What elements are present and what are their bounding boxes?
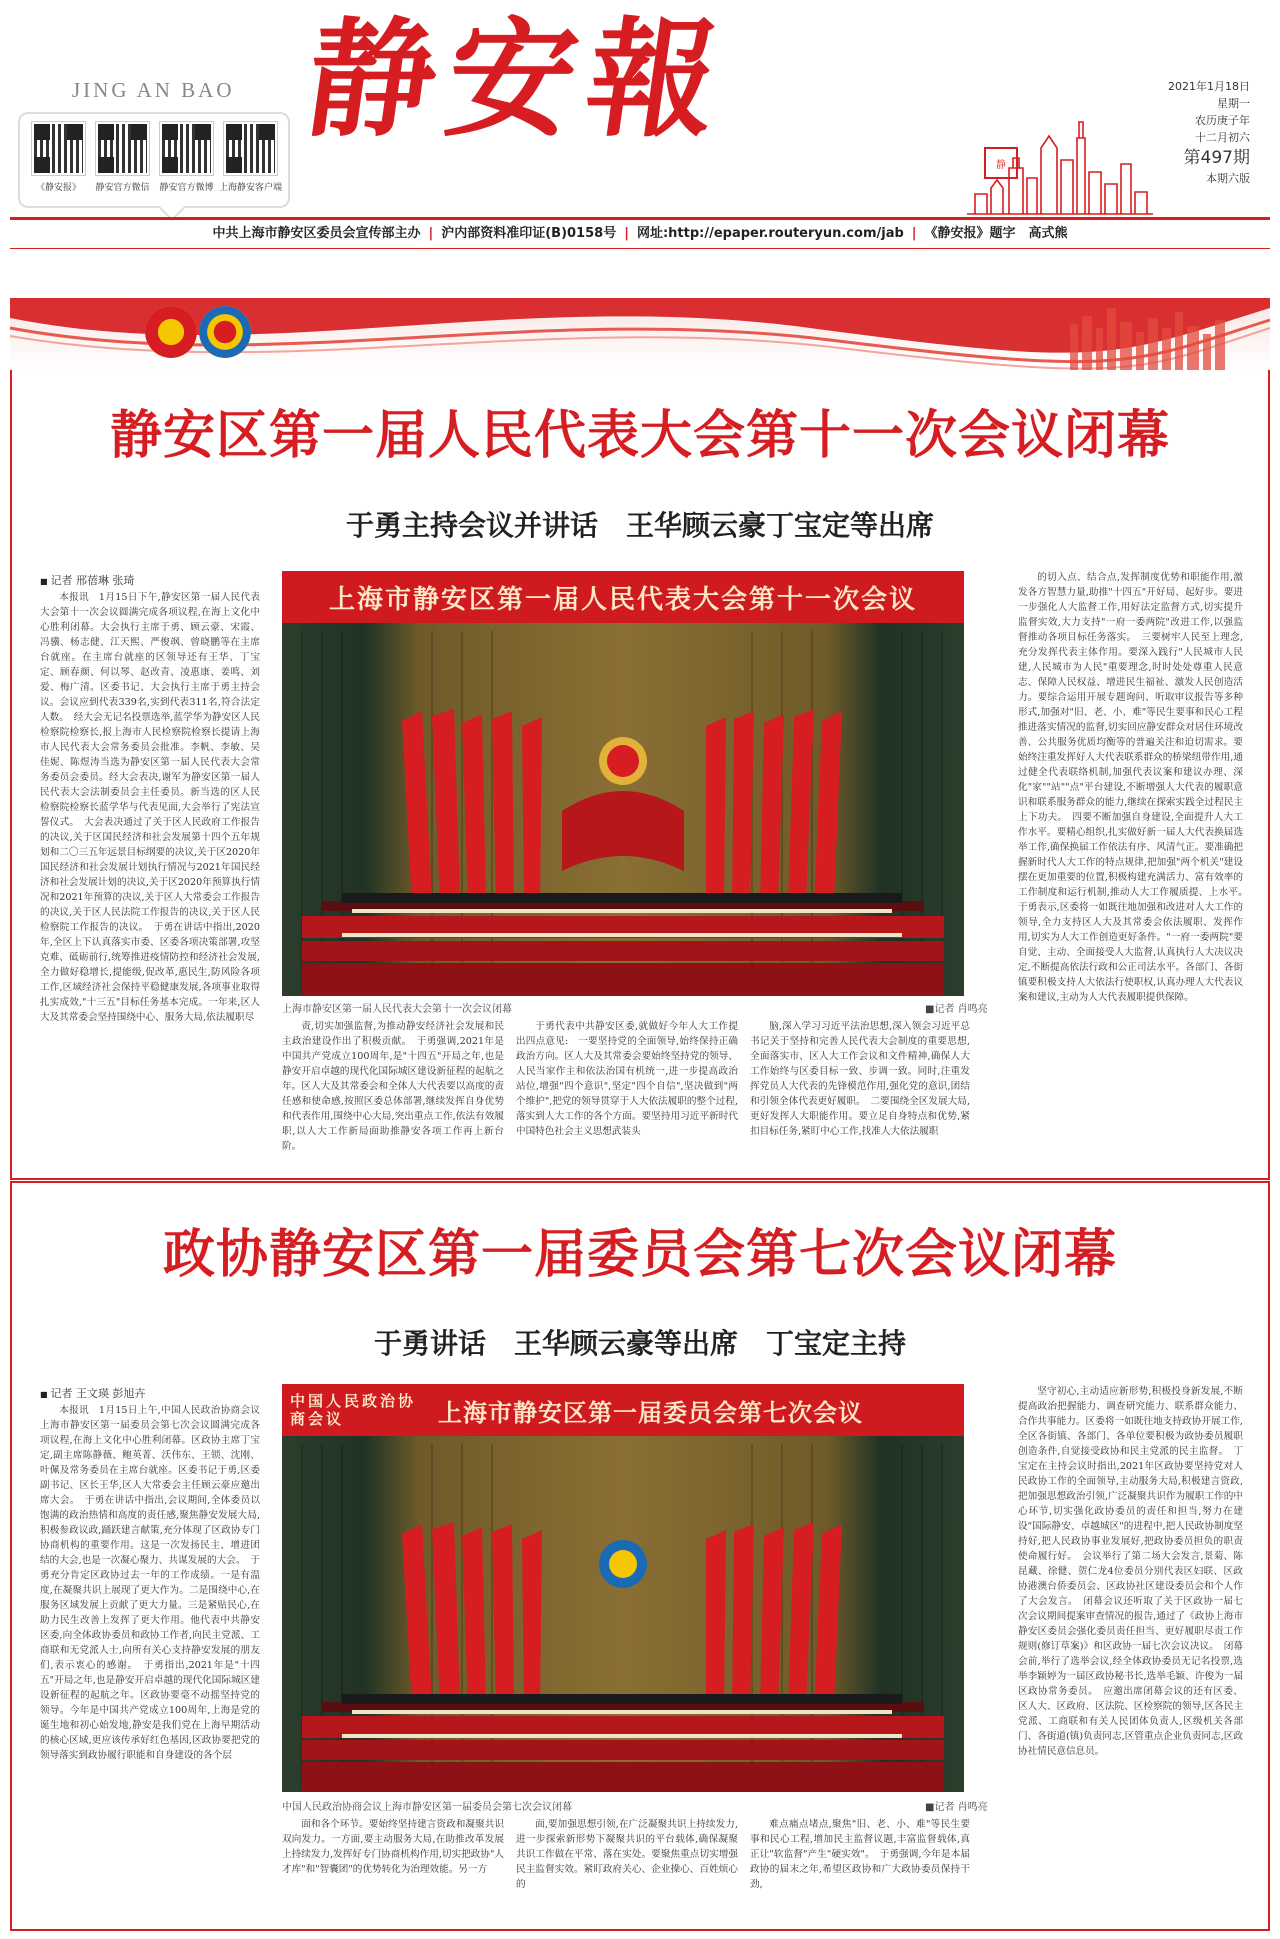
qr-code-icon: [224, 122, 277, 175]
qr-code-label: 静安官方微信: [95, 183, 150, 193]
date-block: [1140, 78, 1250, 187]
story2-photo-banner-right: 上海市静安区第一届委员会第七次会议: [438, 1398, 863, 1427]
story1-photo[interactable]: [282, 571, 964, 996]
story2-reporter: ■ 记者 王文瑛 彭旭卉: [40, 1385, 146, 1401]
story2-col2-text: 面和各个环节。要始终坚持建言资政和凝聚共识双向发力。一方面,要主动服务大局,在助推改革发展上持续发力,发挥好专门协商机构作用,切实把政协"人才库"和"智囊团"的优势转化为治理效能。另一方: [282, 1819, 504, 1875]
lunar-day: 十二月初六: [1195, 131, 1250, 144]
story1-column-2: [282, 1019, 504, 1176]
story1-photo-credit: ■记者 肖鸣亮: [925, 1004, 988, 1015]
qr-code-item[interactable]: [94, 122, 151, 206]
story1-col4-text: 脑,深入学习习近平法治思想,深入领会习近平总书记关于坚持和完善人民代表大会制度的重要思想,全面落实市、区人大工作会议和文件精神,确保人大工作始终与区委目标一致、步调一致。同时,注重发挥党员人大代表的先锋模范作用,强化党的意识,团结和引领全体代表更好履职。 二要围绕全区发展大局,更好发挥人大职能作用。要立足自身特点和优势,紧扣目标任务,紧盯中心工作,找准人大依法履职: [750, 1021, 970, 1137]
skyline-illustration: [965, 108, 1155, 218]
page-count: 本期六版: [1206, 172, 1250, 185]
masthead-title: 静安報: [297, 5, 739, 155]
story1-photo-banner: 上海市静安区第一届人民代表大会第十一次会议: [282, 571, 964, 623]
website-link[interactable]: 网址:http://epaper.routeryun.com/jab: [636, 226, 904, 241]
story2-subhead: 于勇讲话 王华顾云豪等出席 丁宝定主持: [373, 1327, 906, 1360]
issue-weekday: 星期一: [1217, 97, 1250, 110]
story1-column-1: [40, 590, 260, 1180]
qr-code-item[interactable]: [219, 122, 283, 206]
story1-reporter: ■ 记者 邢蓓琳 张琦: [40, 572, 135, 588]
story1-column-3: [516, 1019, 738, 1176]
story2-photo-credit: ■记者 肖鸣亮: [925, 1802, 988, 1813]
story1-column-4: [750, 1019, 970, 1176]
qr-code-label: 上海静安客户端: [219, 183, 283, 193]
story1-col2-text: 责,切实加强监督,为推动静安经济社会发展和民主政治建设作出了积极贡献。 于勇强调,2021年是中国共产党成立100周年,是"十四五"开局之年,也是静安开启卓越的现代化国际城区建设新征程的起航之年。区人大及其常委会和全体人大代表要以高度的责任感和使命感,按照区委总体部署,继续发挥自身优势和代表作用,围绕中心大局,突出重点工作,依法有效履职,以人大工作新局面助推静安各项工作再上新台阶。: [282, 1021, 504, 1152]
masthead-pinyin: JING AN BAO: [72, 78, 235, 102]
story1-col3-text: 于勇代表中共静安区委,就做好今年人大工作提出四点意见: 一要坚持党的全面领导,始终保持正确政治方向。区人大及其常委会要始终坚持党的领导、人民当家作主和依法治国有机统一,进一步提高政治站位,增强"四个意识",坚定"四个自信",坚决做到"两个维护",把党的领导贯穿于人大依法履职的整个过程,落实到人大工作的各个方面。要坚持用习近平新时代中国特色社会主义思想武装头: [516, 1021, 738, 1137]
story2-photo-banner-left: 中国人民政治协商会议: [290, 1392, 417, 1428]
qr-code-icon: [96, 122, 149, 175]
decorative-banner: [10, 298, 1270, 370]
qr-code-label: 《静安报》: [35, 183, 81, 193]
qr-code-item[interactable]: [30, 122, 87, 206]
story2-photo-caption: 中国人民政治协商会议上海市静安区第一届委员会第七次会议闭幕: [282, 1802, 572, 1813]
story1-column-5: [1018, 570, 1253, 1176]
story1-photo-image: [282, 571, 964, 996]
issue-date: 2021年1月18日: [1168, 80, 1250, 93]
story2-photo-image: [282, 1384, 964, 1792]
story1-subhead: 于勇主持会议并讲话 王华顾云豪丁宝定等出席: [345, 509, 934, 542]
national-emblem-icon: [145, 306, 197, 358]
masthead: [0, 0, 1280, 230]
story2-col3-text: 面,要加强思想引领,在广泛凝聚共识上持续发力,进一步探索新形势下凝聚共识的平台载体,确保凝聚共识工作做在平常、落在实处。要聚焦重点切实增强民主监督实效。紧盯政府关心、企业操心、百姓烦心的: [516, 1819, 738, 1890]
story2-column-4: [750, 1817, 970, 1925]
story2-photo-banner: [282, 1384, 964, 1436]
qr-code-icon: [32, 122, 85, 175]
cppcc-emblem-icon: [199, 306, 251, 358]
inscription-text: 《静安报》题字 高式熊: [924, 226, 1068, 241]
story2-col4-text: 难点痛点堵点,聚焦"旧、老、小、难"等民生要事和民心工程,增加民主监督议题,丰富监督载体,真正让"软监督"产生"硬实效"。 于勇强调,今年是本届政协的届末之年,希望区政协和广大政协委员保持干劲,: [750, 1819, 970, 1890]
lunar-year: 农历庚子年: [1195, 114, 1250, 127]
masthead-rule: [10, 217, 1270, 220]
story1-photo-caption: 上海市静安区第一届人民代表大会第十一次会议闭幕: [282, 1004, 512, 1015]
qr-code-item[interactable]: [158, 122, 215, 206]
story2-column-5: [1018, 1384, 1243, 1927]
permit-text: 沪内部资料准印证(B)0158号: [441, 226, 617, 241]
story2-headline: 政协静安区第一届委员会第七次会议闭幕: [162, 1224, 1117, 1285]
seal-stamp-icon: 静: [996, 160, 1006, 171]
info-bar: 中共上海市静安区委员会宣传部主办 | 沪内部资料准印证(B)0158号 | 网址:http://epaper.routeryun.com/jab | 《静安报》题字 高式熊: [212, 226, 1068, 241]
story1-col1-text: 本报讯 1月15日下午,静安区第一届人民代表大会第十一次会议圆满完成各项议程,在海上文化中心胜利闭幕。大会执行主席于勇、顾云豪、宋霞、冯骥、杨志健、江天熙、严俊飒、曾晓鹏等在主席台就座。在主席台就座的区领导还有王华、丁宝定、顾春颜、何以琴、赵改青、凌惠康、姜鸣、刘爱、梅广清。区委书记、大会执行主席于勇主持会议。会议应到代表339名,实到代表311名,符合法定人数。 经大会无记名投票选举,蓝学华为静安区人民检察院检察长,报上海市人民检察院检察长提请上海市人民代表大会常务委员会批准。李帆、李敏、吴佳妮、陈煜涛当选为静安区第一届人民代表大会常务委员会委员。经大会表决,谢军为静安区第一届人民代表大会法制委员会主任委员。新当选的区人民检察院检察长蓝学华与代表见面,大会举行了宪法宣誓仪式。 大会表决通过了关于区人民政府工作报告的决议,关于区国民经济和社会发展第十四个五年规划和二〇三五年远景目标纲要的决议,关于区2020年国民经济和社会发展计划执行情况与2021年国民经济和社会发展计划的决议,关于区2020年预算执行情况和2021年预算的决议,关于区人大常委会工作报告的决议,关于区人民法院工作报告的决议,关于区人民检察院工作报告的决议。 于勇在讲话中指出,2020年,全区上下认真落实市委、区委各项决策部署,攻坚克难、砥砺前行,统筹推进疫情防控和经济社会发展,全力做好稳增长,提能级,促改革,惠民生,防风险各项工作,区域经济社会保持平稳健康发展,各项事业取得扎实成效,"十三五"目标任务基本完成。一年来,区人大及其常委会坚持围绕中心、服务大局,依法履职尽: [40, 592, 260, 1023]
qr-code-panel: [18, 112, 290, 208]
issue-number: 第497期: [1183, 148, 1250, 168]
story2-photo[interactable]: [282, 1384, 964, 1792]
story2-column-3: [516, 1817, 738, 1925]
story2-col5-text: 坚守初心,主动适应新形势,积极投身新发展,不断提高政治把握能力、调查研究能力、联系群众能力、合作共事能力。区委将一如既往地支持政协开展工作,全区各街镇、各部门、各单位要积极为政协委员履职创造条件,自觉接受政协和民主党派的民主监督。 丁宝定在主持会议时指出,2021年区政协要坚持党对人民政协工作的全面领导,主动服务大局,积极建言资政,把加强思想政治引领,广泛凝聚共识作为履职工作的中心环节,切实强化政协委员的责任和担当,努力在建设"国际静安、卓越城区"的进程中,把人民政协制度坚持好,把人民政协事业发展好,把政协委员担负的职责使命履行好。 会议举行了第二场大会发言,景菊、陈昆藏、徐健、贺仁龙4位委员分别代表区妇联、区政协港澳台侨委员会、区政协社区建设委员会和个人作了大会发言。 闭幕会议还听取了关于区政协一届七次会议期间提案审查情况的报告,通过了《政协上海市静安区委员会强化委员责任担当、更好履职尽责工作规则(修订草案)》和区政协一届七次会议决议。 闭幕会前,举行了选举会议,经全体政协委员无记名投票,选举李颖婷为一届区政协秘书长,选举毛颖、许俊为一届区政协常务委员。 应邀出席闭幕会议的还有区委、区人大、区政府、区法院、区检察院的领导,区各民主党派、工商联和有关人民团体负责人,区级机关各部门、各街道(镇)负责同志,区管重点企业负责同志,区政协社情民意信息员。: [1018, 1386, 1243, 1757]
sponsor-text: 中共上海市静安区委员会宣传部主办: [212, 226, 421, 241]
story2-column-1: [40, 1403, 260, 1927]
story1-col5-text: 的切入点、结合点,发挥制度优势和职能作用,激发各方智慧力量,助推"十四五"开好局、起好步。要进一步强化人大监督工作,用好法定监督方式,切实提升监督实效,大力支持"一府一委两院"改进工作,以强监督推动各项目标任务落实。 三要树牢人民至上理念,充分发挥代表主体作用。要深入践行"人民城市人民建,人民城市为人民"重要理念,时时处处尊重人民意志、保障人民权益、增进民生福祉、激发人民创造活力。要综合运用开展专题询问、听取审议报告等多种形式,加强对"旧、老、小、难"等民生要事和民心工程推进落实情况的监督,切实回应静安群众对居住环境改善、公共服务优质均衡等的普遍关注和迫切需求。要始终注重发挥好人大代表联系群众的桥梁纽带作用,通过健全代表联络机制,加强代表议案和建议办理、深化"家""站""点"平台建设,不断增强人大代表的履职意识和联系服务群众的能力,继续在探索实践全过程民主上下功夫。 四要不断加强自身建设,全面提升人大工作水平。要精心组织,扎实做好新一届人大代表换届选举工作,确保换届工作依法有序、风清气正。要准确把握新时代人大工作的特点规律,把加强"两个机关"建设摆在更加重要的位置,积极构建充满活力、富有效率的工作制度和运行机制,推动人大工作履质提、上水平。 于勇表示,区委将一如既往地加强和改进对人大工作的领导,全力支持区人大及其常委会依法履职、发挥作用,切实为人大工作创造更好条件。"一府一委两院"要自觉、主动、全面接受人大监督,认真执行人大决议决定,不断提高依法行政和公正司法水平。各部门、各街镇要积极支持人大依法行使职权,认真办理人大代表议案和建议,主动为人大代表履职提供保障。: [1018, 572, 1253, 1003]
info-bar-rule: [10, 248, 1270, 249]
story2-column-2: [282, 1817, 504, 1925]
story2-col1-text: 本报讯 1月15日上午,中国人民政治协商会议上海市静安区第一届委员会第七次会议圆满完成各项议程,在海上文化中心胜利闭幕。区政协主席丁宝定,副主席陈静薇、鲍英菁、沃伟东、王锁、沈刚、叶佩及常务委员在主席台就座。区委书记于勇,区委副书记、区长王华,区人大常委会主任顾云豪应邀出席大会。 于勇在讲话中指出,会议期间,全体委员以饱满的政治热情和高度的责任感,聚焦静安发展大局,积极参政议政,踊跃建言献策,充分体现了区政协专门协商机构的重要作用。这是一次发扬民主、增进团结的大会,也是一次凝心聚力、共谋发展的大会。 于勇充分肯定区政协过去一年的工作成绩。一是有温度,在凝聚共识上展现了更大作为。二是围绕中心,在服务区域发展上贡献了更大力量。三是紧贴民心,在助力民生改善上发挥了更大作用。他代表中共静安区委,向全体政协委员和政协工作者,向民主党派、工商联和无党派人士,向所有关心支持静安发展的朋友们,表示衷心的感谢。 于勇指出,2021年是"十四五"开局之年,也是静安开启卓越的现代化国际城区建设新征程的起航之年。区政协要毫不动摇坚持党的领导。今年是中国共产党成立100周年,上海是党的诞生地和初心始发地,静安是我们党在上海早期活动的核心区域,更应该传承好红色基因,区政协要把党的领导落实到政协履行职能和自身建设的各个层: [40, 1405, 260, 1761]
story1-headline: 静安区第一届人民代表大会第十一次会议闭幕: [109, 405, 1170, 466]
qr-code-icon: [160, 122, 213, 175]
qr-code-label: 静安官方微博: [159, 183, 214, 193]
